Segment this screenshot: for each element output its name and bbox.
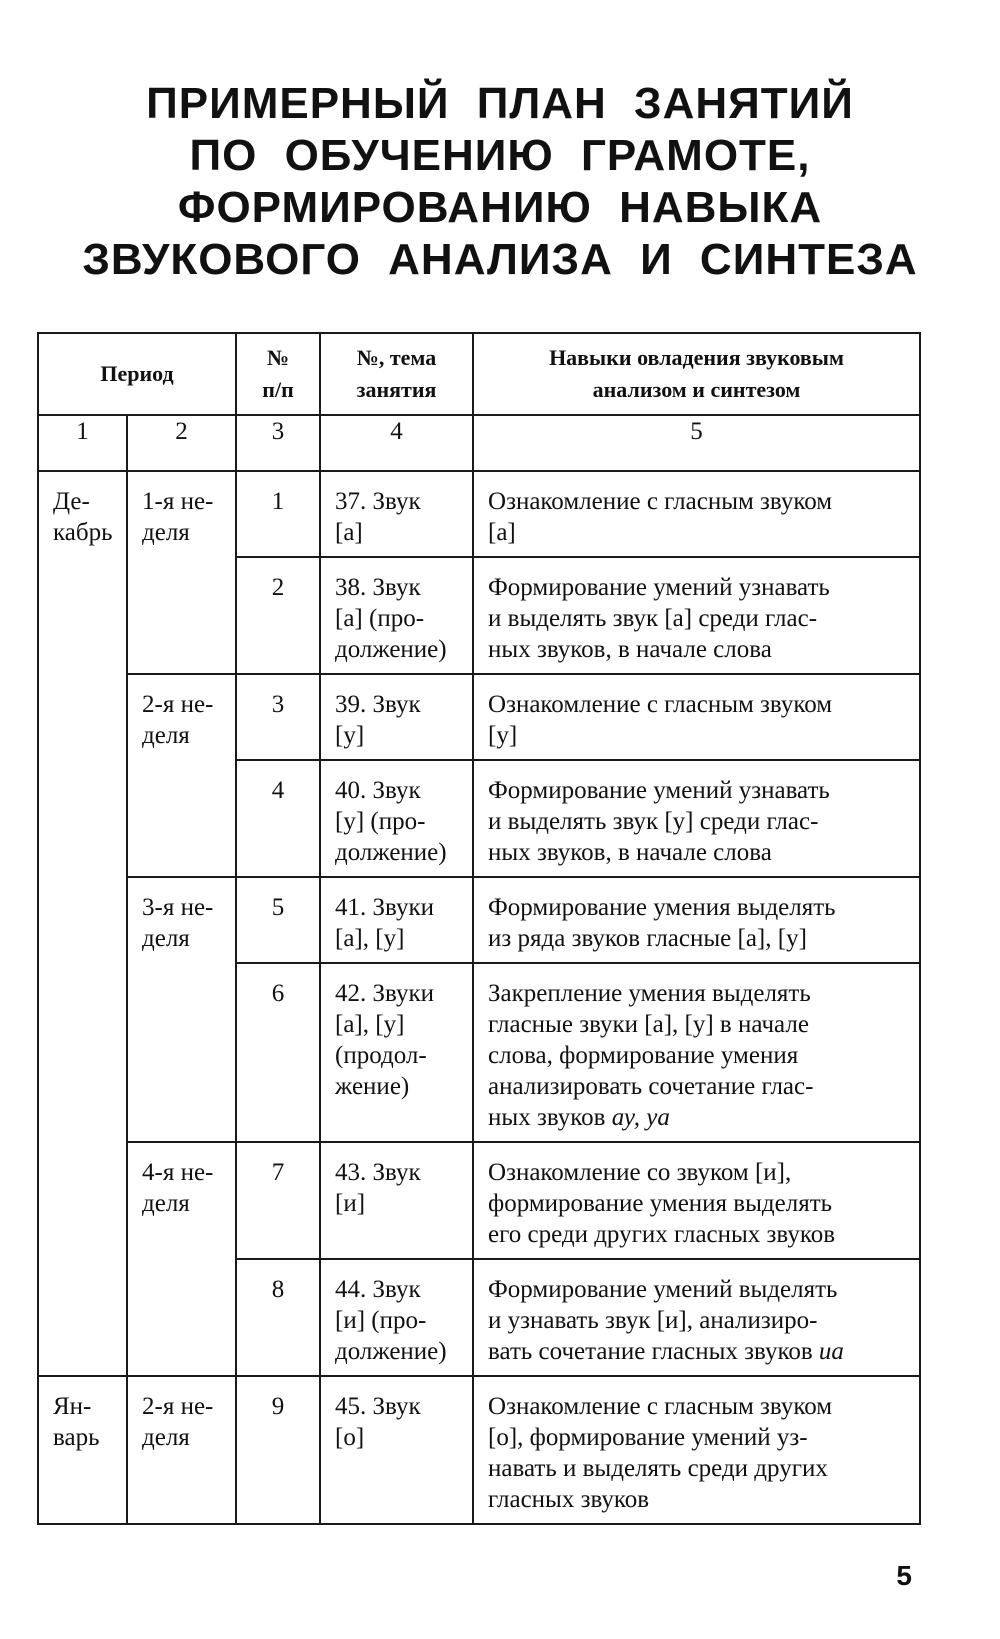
month-line: Де- <box>53 488 90 515</box>
lesson-topic <box>320 963 473 1142</box>
skill-line: Ознакомление с гласным звуком <box>488 488 833 515</box>
lesson-number: 5 <box>236 877 320 963</box>
month-line: кабрь <box>53 519 113 546</box>
week-line: деля <box>142 925 190 952</box>
title-line: ЗВУКОВОГО АНАЛИЗА И СИНТЕЗА <box>82 235 918 284</box>
lesson-number: 9 <box>236 1376 320 1524</box>
lesson-skill <box>473 557 920 674</box>
topic-line: [и] <box>335 1190 366 1217</box>
table-row <box>38 471 920 557</box>
week-line: деля <box>142 1424 190 1451</box>
lesson-number: 8 <box>236 1259 320 1376</box>
header-topic-line: занятия <box>356 377 437 402</box>
skill-line: Закрепление умения выделять <box>488 980 811 1007</box>
title-line: ПРИМЕРНЫЙ ПЛАН ЗАНЯТИЙ <box>146 79 854 128</box>
lesson-skill <box>473 760 920 877</box>
lesson-number: 1 <box>236 471 320 557</box>
week-cell <box>127 471 236 674</box>
topic-line: [о] <box>335 1424 365 1451</box>
skill-line: Формирование умения выделять <box>488 894 836 921</box>
week-line: 2-я не- <box>142 691 214 718</box>
header-skills-line: анализом и синтезом <box>592 377 801 402</box>
topic-line: [а] <box>335 519 363 546</box>
topic-line: 37. Звук <box>335 488 421 515</box>
lesson-topic <box>320 877 473 963</box>
header-num-line: п/п <box>262 377 294 402</box>
topic-line: [а], [у] <box>335 1011 405 1038</box>
lesson-skill <box>473 1376 920 1524</box>
topic-line: 38. Звук <box>335 574 421 601</box>
column-number: 4 <box>320 415 473 471</box>
lesson-number: 2 <box>236 557 320 674</box>
lesson-topic <box>320 760 473 877</box>
table-row <box>38 877 920 963</box>
topic-line: жение) <box>335 1073 410 1100</box>
topic-line: 45. Звук <box>335 1393 421 1420</box>
lesson-skill <box>473 471 920 557</box>
lesson-skill <box>473 1142 920 1259</box>
topic-line: [у] (про- <box>335 808 426 835</box>
topic-line: 44. Звук <box>335 1276 421 1303</box>
month-cell <box>38 1376 127 1524</box>
skill-line: [у] <box>488 722 518 749</box>
month-cell <box>38 471 127 1376</box>
lesson-topic <box>320 1376 473 1524</box>
skill-line: Ознакомление с гласным звуком <box>488 1393 833 1420</box>
skill-line: гласные звуки [а], [у] в начале <box>488 1011 809 1038</box>
skill-line: и узнавать звук [и], анализиро- <box>488 1307 818 1334</box>
skill-line: его среди других гласных звуков <box>488 1221 836 1248</box>
topic-line: [и] (про- <box>335 1307 427 1334</box>
lesson-skill <box>473 963 920 1142</box>
month-line: варь <box>53 1424 100 1451</box>
lesson-skill <box>473 877 920 963</box>
topic-line: 43. Звук <box>335 1159 421 1186</box>
lesson-topic <box>320 674 473 760</box>
page-title <box>0 78 1000 286</box>
week-cell <box>127 877 236 1142</box>
skill-line: и выделять звук [у] среди глас- <box>488 808 819 835</box>
skill-line: анализировать сочетание глас- <box>488 1073 814 1100</box>
week-cell <box>127 1376 236 1524</box>
column-number: 1 <box>38 415 127 471</box>
skill-line: ных звуков, в начале слова <box>488 839 772 866</box>
topic-line: должение) <box>335 1338 447 1365</box>
skill-text: ных звуков <box>488 1104 612 1131</box>
week-line: 3-я не- <box>142 894 214 921</box>
skill-line <box>488 1336 909 1367</box>
week-line: 2-я не- <box>142 1393 214 1420</box>
skill-line: Ознакомление с гласным звуком <box>488 691 833 718</box>
topic-line: [а] (про- <box>335 605 425 632</box>
header-num-line: № <box>266 345 290 370</box>
skill-line: и выделять звук [а] среди глас- <box>488 605 818 632</box>
header-topic-line: №, тема <box>356 345 437 370</box>
page-number: 5 <box>896 1560 912 1591</box>
lesson-skill <box>473 674 920 760</box>
skill-italic: ау, уа <box>611 1104 670 1131</box>
week-line: 1-я не- <box>142 488 214 515</box>
lesson-topic <box>320 557 473 674</box>
lesson-plan-table <box>37 332 921 1525</box>
lesson-topic <box>320 1142 473 1259</box>
week-cell <box>127 1142 236 1376</box>
topic-line: должение) <box>335 636 447 663</box>
week-line: деля <box>142 722 190 749</box>
skill-line: ных звуков, в начале слова <box>488 636 772 663</box>
skill-line: Формирование умений узнавать <box>488 777 830 804</box>
column-number: 3 <box>236 415 320 471</box>
skill-line: [а] <box>488 519 516 546</box>
skill-line: Формирование умений выделять <box>488 1276 838 1303</box>
topic-line: (продол- <box>335 1042 427 1069</box>
topic-line: 41. Звуки <box>335 894 435 921</box>
topic-line: [у] <box>335 722 365 749</box>
topic-line: 40. Звук <box>335 777 421 804</box>
header-period: Период <box>38 333 236 415</box>
skill-line: гласных звуков <box>488 1486 650 1513</box>
skill-line: формирование умения выделять <box>488 1190 833 1217</box>
header-skills-line: Навыки овладения звуковым <box>549 345 844 370</box>
header-num <box>236 333 320 415</box>
week-cell <box>127 674 236 877</box>
skill-line: навать и выделять среди других <box>488 1455 828 1482</box>
column-number: 2 <box>127 415 236 471</box>
skill-text: вать сочетание гласных звуков <box>488 1338 819 1365</box>
title-line: ПО ОБУЧЕНИЮ ГРАМОТЕ, <box>189 131 811 180</box>
column-number-row <box>38 415 920 471</box>
month-line: Ян- <box>53 1393 92 1420</box>
topic-line: 39. Звук <box>335 691 421 718</box>
skill-line: из ряда звуков гласные [а], [у] <box>488 925 807 952</box>
header-topic <box>320 333 473 415</box>
lesson-number: 3 <box>236 674 320 760</box>
lesson-skill <box>473 1259 920 1376</box>
skill-line: [о], формирование умений уз- <box>488 1424 808 1451</box>
skill-line <box>488 1102 909 1133</box>
week-line: деля <box>142 519 190 546</box>
week-line: 4-я не- <box>142 1159 214 1186</box>
skill-italic: иа <box>818 1338 844 1365</box>
lesson-number: 4 <box>236 760 320 877</box>
skill-line: Ознакомление со звуком [и], <box>488 1159 792 1186</box>
header-skills <box>473 333 920 415</box>
table-row <box>38 1376 920 1524</box>
week-line: деля <box>142 1190 190 1217</box>
skill-line: Формирование умений узнавать <box>488 574 830 601</box>
skill-line: слова, формирование умения <box>488 1042 799 1069</box>
column-number: 5 <box>473 415 920 471</box>
header-row <box>38 333 920 415</box>
title-line: ФОРМИРОВАНИЮ НАВЫКА <box>177 183 823 232</box>
topic-line: должение) <box>335 839 447 866</box>
lesson-number: 7 <box>236 1142 320 1259</box>
lesson-number: 6 <box>236 963 320 1142</box>
lesson-topic <box>320 471 473 557</box>
table-row <box>38 1142 920 1259</box>
topic-line: [а], [у] <box>335 925 405 952</box>
topic-line: 42. Звуки <box>335 980 435 1007</box>
table-row <box>38 674 920 760</box>
lesson-topic <box>320 1259 473 1376</box>
